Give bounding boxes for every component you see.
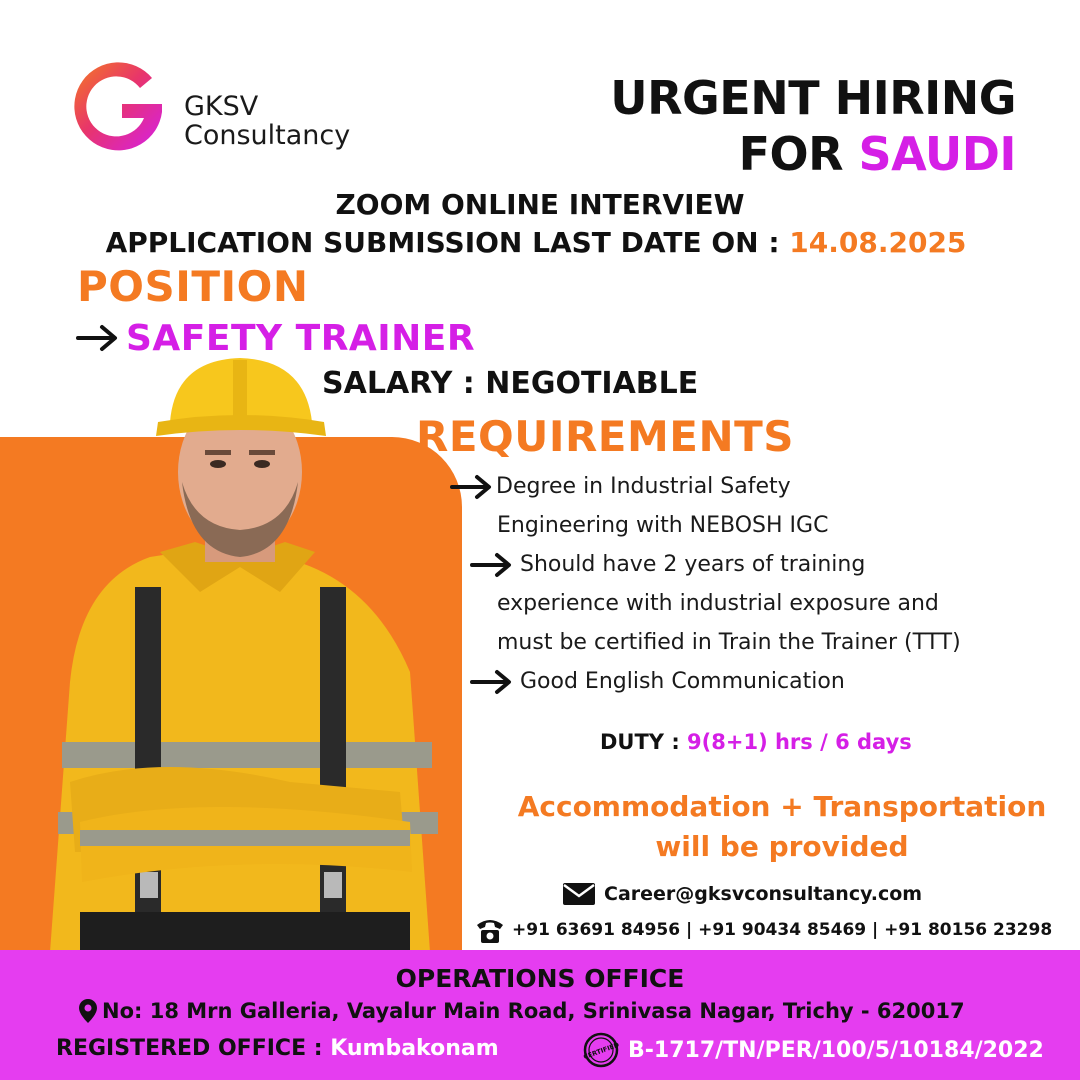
requirement-text-cont: must be certified in Train the Trainer (TTT) (497, 630, 961, 655)
license-number (580, 1032, 1044, 1068)
requirement-text: Should have 2 years of training (520, 552, 866, 577)
registered-city: Kumbakonam (330, 1036, 499, 1061)
headline-prefix: FOR (738, 127, 859, 181)
certified-stamp-icon (580, 1032, 622, 1068)
duty-hours (600, 730, 912, 754)
brand-line2: Consultancy (184, 120, 351, 151)
location-pin-icon (78, 998, 98, 1024)
stamp-text: CERTIFIED (582, 1040, 621, 1062)
deadline-label: APPLICATION SUBMISSION LAST DATE ON : (105, 226, 790, 259)
interview-mode: ZOOM ONLINE INTERVIEW (335, 188, 745, 221)
email-contact[interactable] (562, 882, 922, 906)
envelope-icon (562, 882, 596, 906)
benefits-line1: Accommodation + Transportation (517, 790, 1047, 823)
duty-label: DUTY : (600, 730, 688, 754)
headline-line2 (610, 126, 1016, 182)
requirement-text-cont: Engineering with NEBOSH IGC (497, 513, 829, 538)
position-heading: POSITION (77, 262, 309, 311)
registered-office (56, 1036, 499, 1061)
requirement-item (450, 662, 1050, 701)
operations-address (78, 998, 965, 1024)
benefits-line2: will be provided (655, 830, 909, 863)
requirements-list (450, 467, 1050, 701)
requirement-text: Degree in Industrial Safety (496, 474, 791, 499)
deadline-line (0, 226, 1076, 259)
brand-name (184, 92, 350, 150)
arrow-right-icon (450, 474, 494, 500)
footer-band (0, 950, 1080, 1080)
arrow-right-icon (470, 552, 514, 578)
headline-country: SAUDI (858, 127, 1016, 181)
requirement-text-cont: experience with industrial exposure and (497, 591, 939, 616)
address-text: No: 18 Mrn Galleria, Vayalur Main Road, Srinivasa Nagar, Trichy - 620017 (102, 999, 965, 1023)
g-logo-icon (66, 52, 174, 160)
requirement-item (450, 545, 1050, 584)
requirement-text: Good English Communication (520, 669, 845, 694)
registered-label: REGISTERED OFFICE : (56, 1036, 331, 1061)
safety-worker-illustration (40, 352, 440, 952)
phone-icon (474, 915, 506, 945)
benefits (472, 787, 1080, 867)
brand-line1: GKSV (184, 91, 259, 122)
duty-value: 9(8+1) hrs / 6 days (687, 730, 912, 754)
operations-office-title: OPERATIONS OFFICE (395, 964, 685, 993)
phone-contact[interactable] (474, 915, 1052, 945)
salary: SALARY : NEGOTIABLE (322, 366, 699, 401)
headline (610, 70, 1016, 182)
arrow-right-icon (470, 669, 514, 695)
requirement-item (450, 467, 1050, 506)
email-address[interactable]: Career@gksvconsultancy.com (604, 883, 923, 905)
arrow-right-icon (76, 323, 120, 353)
role-title: SAFETY TRAINER (126, 317, 476, 359)
brand-logo (66, 52, 406, 162)
deadline-date: 14.08.2025 (789, 226, 967, 259)
phone-numbers[interactable]: +91 63691 84956 | +91 90434 85469 | +91 80156 23298 (512, 920, 1053, 940)
license-text: B-1717/TN/PER/100/5/10184/2022 (628, 1037, 1044, 1063)
requirements-heading: REQUIREMENTS (416, 412, 795, 461)
headline-line1: URGENT HIRING (610, 71, 1016, 125)
